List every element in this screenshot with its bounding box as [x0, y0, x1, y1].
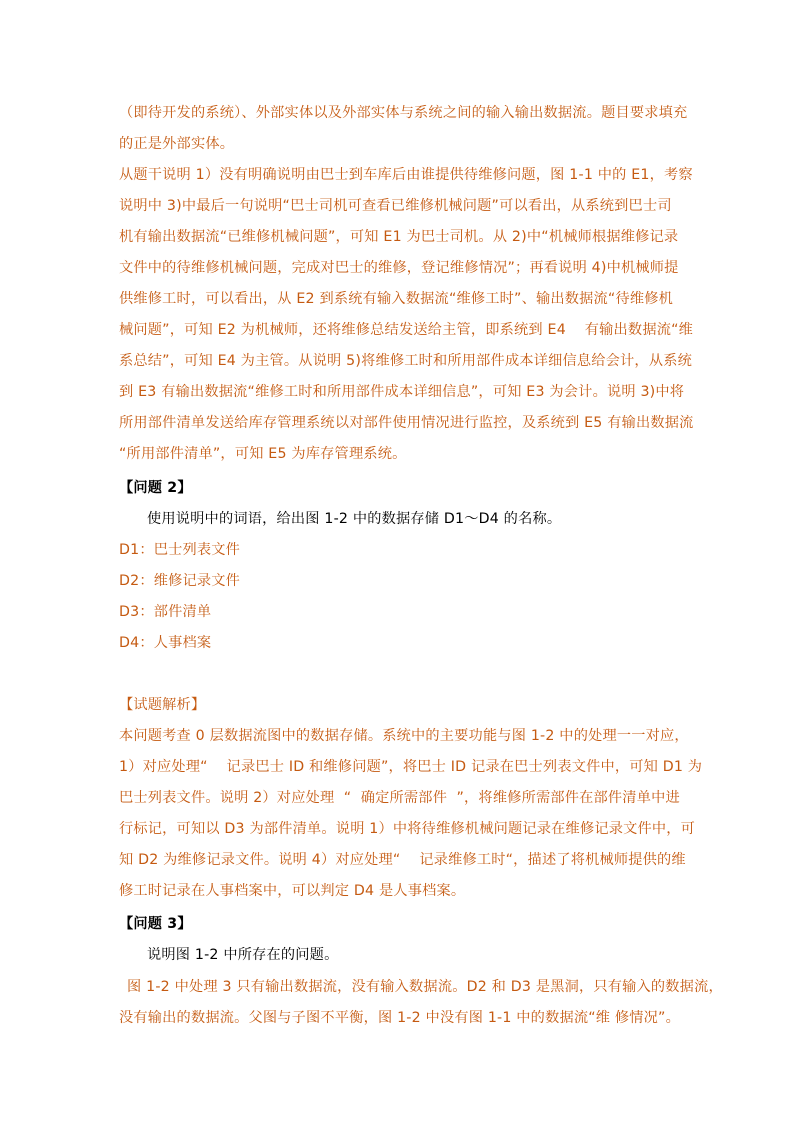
analysis2-line: 行标记，可知以 D3 为部件清单。说明 1）中将待维修机械问题记录在维修记录文件中，可	[119, 821, 696, 837]
analysis2-line: 1）对应处理“ 记录巴士 ID 和维修问题”，将巴士 ID 记录在巴士列表文件中，可知 D1 为	[119, 759, 703, 775]
analysis1-line: 供维修工时，可以看出，从 E2 到系统有输入数据流“维修工时”、输出数据流“待维修机	[119, 291, 674, 307]
analysis1-line: 所用部件清单发送给库存管理系统以对部件使用情况进行监控，及系统到 E5 有输出数据流	[119, 415, 694, 431]
question-3-text: 说明图 1-2 中所存在的问题。	[147, 947, 339, 963]
question-3-heading: 【问题 3】	[119, 916, 192, 932]
answer-d2: D2：维修记录文件	[119, 573, 241, 589]
question-3-answer-line: 没有输出的数据流。父图与子图不平衡，图 1-2 中没有图 1-1 中的数据流“维 修情况”。	[119, 1010, 680, 1026]
analysis1-line: 说明中 3)中最后一句说明“巴士司机可查看已维修机械问题”可以看出，从系统到巴士司	[119, 198, 672, 214]
analysis1-line: “所用部件清单”，可知 E5 为库存管理系统。	[119, 446, 407, 462]
question-3-answer-line: 图 1-2 中处理 3 只有输出数据流，没有输入数据流。D2 和 D3 是黑洞，只有输入的数据流，	[127, 979, 723, 995]
answer-d1: D1：巴士列表文件	[119, 542, 241, 558]
analysis1-line: 系总结”，可知 E4 为主管。从说明 5)将维修工时和所用部件成本详细信息给会计，从系统	[119, 353, 692, 369]
analysis1-line: 从题干说明 1）没有明确说明由巴士到车库后由谁提供待维修问题，图 1-1 中的 E1，考察	[119, 167, 693, 183]
analysis2-line: 巴士列表文件。说明 2）对应处理 “ 确定所需部件 ”，将维修所需部件在部件清单中进	[119, 790, 680, 806]
analysis2-line: 本问题考查 0 层数据流图中的数据存储。系统中的主要功能与图 1-2 中的处理一一对应，	[119, 728, 689, 744]
analysis1-line: 文件中的待维修机械问题，完成对巴士的维修，登记维修情况”；再看说明 4)中机械师提	[119, 260, 679, 276]
analysis2-line: 修工时记录在人事档案中，可以判定 D4 是人事档案。	[119, 883, 466, 899]
question-2-heading: 【问题 2】	[119, 480, 192, 496]
analysis1-line: 的正是外部实体。	[119, 136, 235, 152]
analysis1-line: 械问题”，可知 E2 为机械师，还将维修总结发送给主管，即系统到 E4 有输出数据流“维	[119, 322, 694, 338]
analysis1-line: 机有输出数据流“已维修机械问题”，可知 E1 为巴士司机。从 2)中“机械师根据维修记录	[119, 229, 679, 245]
answer-d4: D4：人事档案	[119, 635, 212, 651]
analysis1-line: （即待开发的系统）、外部实体以及外部实体与系统之间的输入输出数据流。题目要求填充	[119, 105, 688, 121]
analysis-2-heading: 【试题解析】	[119, 697, 206, 713]
question-2-text: 使用说明中的词语，给出图 1-2 中的数据存储 D1～D4 的名称。	[147, 511, 562, 527]
analysis2-line: 知 D2 为维修记录文件。说明 4）对应处理“ 记录维修工时“，描述了将机械师提供的维	[119, 852, 686, 868]
analysis1-line: 到 E3 有输出数据流“维修工时和所用部件成本详细信息”，可知 E3 为会计。说明 3)中将	[119, 384, 685, 400]
answer-d3: D3：部件清单	[119, 604, 212, 620]
